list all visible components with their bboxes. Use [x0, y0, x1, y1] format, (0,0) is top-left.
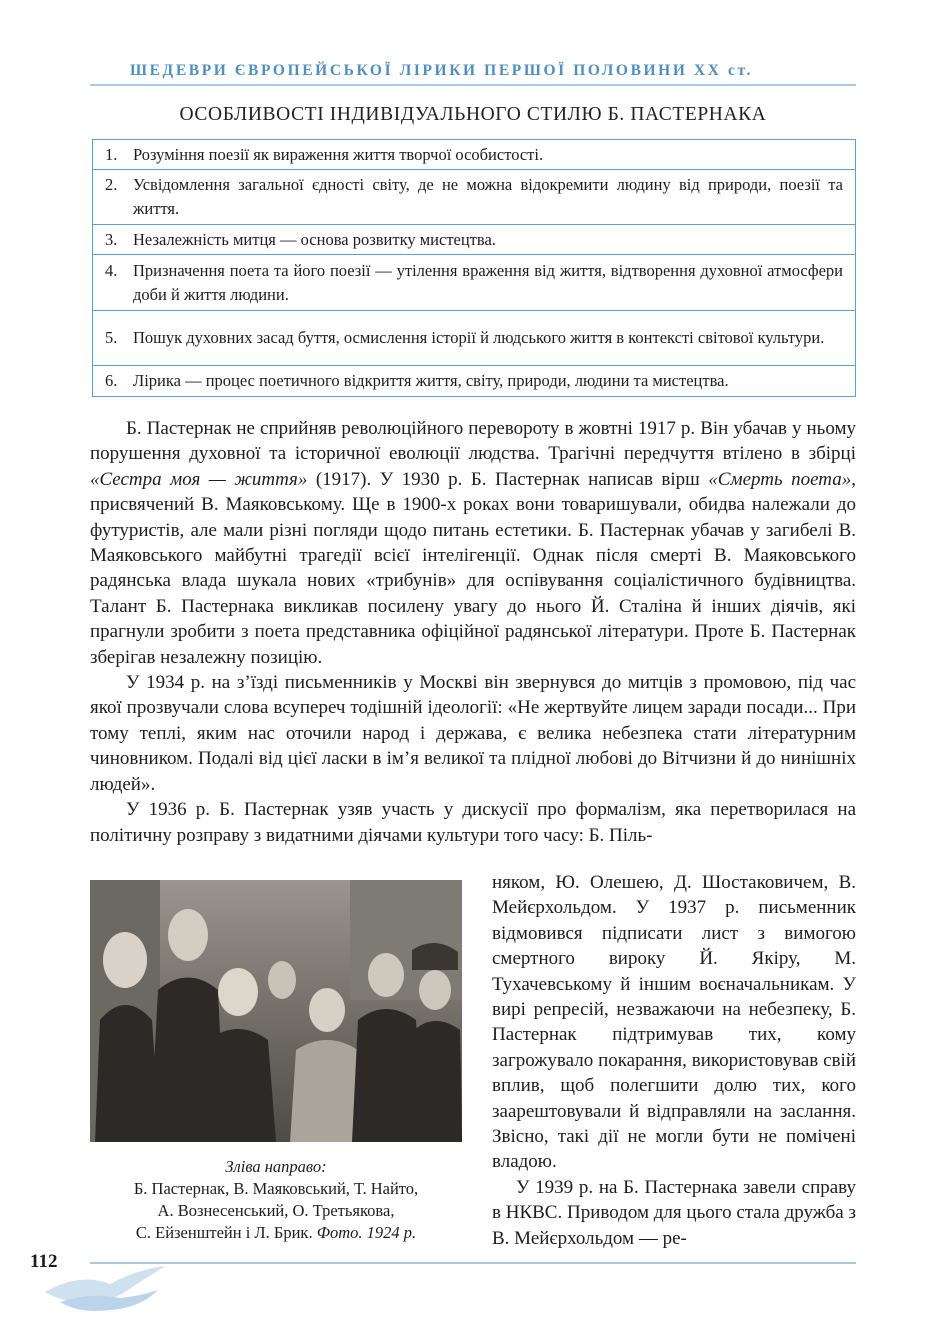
row-number: 5.	[105, 328, 118, 347]
table-row	[93, 225, 855, 255]
caption-heading: Зліва направо:	[225, 1157, 327, 1176]
row-number: 6.	[105, 371, 118, 390]
row-text: Розуміння поезії як вираження життя творчої особистості.	[133, 144, 544, 164]
paragraph-4: У 1939 р. на Б. Пастернака завели справу в НКВС. Приводом для цього стала дружба з В. Мейєрхольдом — ре-	[492, 1176, 856, 1249]
row-number: 3.	[105, 229, 118, 249]
caption-line: С. Ейзенштейн і Л. Брик.	[135, 1223, 313, 1242]
group-photo	[90, 880, 462, 1142]
book-title: «Сестра моя — життя»	[90, 468, 308, 490]
wrapped-text	[492, 870, 856, 1251]
row-text: Усвідомлення загальної єдності світу, де не можна відокремити людину від природи, поезії та життя.	[133, 175, 843, 218]
paragraph-2: У 1934 р. на з’їзді письменників у Москві він звернувся до митців з промовою, під час якої прозвучали слова всупереч тодішній ідеології: «Не жертвуйте лицем заради посади... При тому теплі, яким нас оточили народ і держава, є велика небезпека стати літературним чиновником. Подалі від цієї ласки в ім’я великої та плідної любові до Вітчизни й до нинішніх людей».	[90, 672, 856, 795]
table-row	[93, 170, 855, 225]
photo-and-text-area	[90, 870, 856, 1250]
paragraph-1: Б. Пастернак не сприйняв революційного перевороту в жовтні 1917 р. Він убачав у ньому порушення духовної та історичної еволюції людства. Трагічні передчуття втілено в збірці «Сестра моя — життя» (1917). У 1930 р. Б. Пастернак написав вірш «Смерть поета», присвячений В. Маяковському. Ще в 1900-х роках вони товаришували, обидва належали до футуристів, але мали різні погляди щодо питань естетики. Б. Пастернак убачав у загибелі В. Маяковського майбутні трагедії всієї інтелігенції. Однак після смерті В. Маяковського радянська влада шукала нових «трибунів» для оспівування соціалістичного будівництва. Талант Б. Пастернака викликав посилену увагу до нього Й. Сталіна й інших діячів, які прагнули зробити з поета представника офіційної радянської літератури. Проте Б. Пастернак зберігав незалежну позицію.	[90, 418, 857, 668]
page-number: 112	[30, 1251, 58, 1272]
caption-line: А. Вознесенський, О. Третьякова,	[157, 1201, 395, 1220]
bird-logo-icon	[40, 1262, 170, 1322]
photo-caption	[90, 1156, 462, 1244]
row-text: Пошук духовних засад буття, осмислення історії й людського життя в контексті світової культури.	[133, 328, 825, 347]
table-row	[93, 366, 855, 396]
poem-title: «Смерть поета»	[708, 468, 852, 490]
row-text: Незалежність митця — основа розвитку мистецтва.	[133, 229, 496, 249]
style-features-table	[92, 139, 856, 397]
body-text	[90, 416, 856, 848]
row-number: 4.	[105, 260, 118, 280]
row-text: Лірика — процес поетичного відкриття життя, світу, природи, людини та мистецтва.	[133, 371, 729, 390]
photo-illustration	[90, 880, 462, 1142]
row-number: 1.	[105, 144, 118, 164]
row-text: Призначення поета та його поезії — утілення враження від життя, відтворення духовної атмосфери доби й життя людини.	[133, 260, 843, 304]
table-row	[93, 311, 855, 366]
section-title: ОСОБЛИВОСТІ ІНДИВІДУАЛЬНОГО СТИЛЮ Б. ПАСТЕРНАКА	[179, 104, 767, 125]
header-rule	[90, 84, 856, 86]
table-row	[93, 255, 855, 311]
paragraph-3-continued: няком, Ю. Олешею, Д. Шостаковичем, В. Мейєрхольдом. У 1937 р. письменник відмовився підписати лист з вимогою смертного вироку Й. Якіру, М. Тухачевському й іншим воєначальникам. У вирі репресій, незважаючи на небезпеку, Б. Пастернак підтримував тих, кому загрожувало покарання, використовував свій вплив, щоб полегшити долю тих, кого заарештовували й відправляли на заслання. Звісно, такі дії не могли бути не помічені владою.	[492, 872, 856, 1173]
running-head: ШЕДЕВРИ ЄВРОПЕЙСЬКОЇ ЛІРИКИ ПЕРШОЇ ПОЛОВИНИ XX ст.	[130, 62, 754, 79]
photo-note: Фото. 1924 р.	[316, 1223, 417, 1242]
paragraph-3: У 1936 р. Б. Пастернак узяв участь у дискусії про формалізм, яка перетворилася на політичну розправу з видатними діячами культури того часу: Б. Піль-	[90, 799, 856, 846]
table-row	[93, 140, 855, 170]
caption-line: Б. Пастернак, В. Маяковський, Т. Найто,	[133, 1179, 419, 1198]
footer-rule	[90, 1262, 856, 1264]
row-number: 2.	[105, 175, 118, 194]
